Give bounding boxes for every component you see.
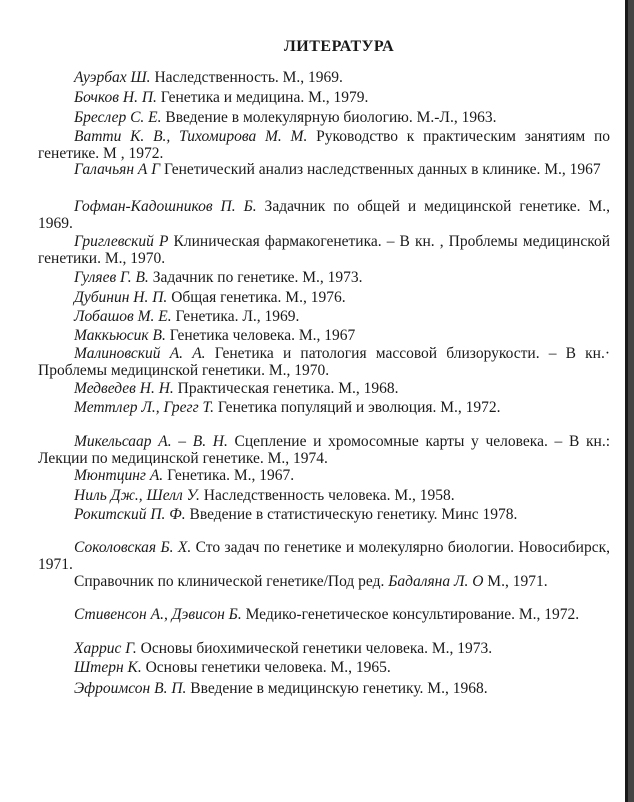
entry-text: Медико-генетическое консультирование. М., 1972. — [241, 606, 580, 623]
entry-author: Штерн К. — [74, 659, 142, 676]
entry-author: Дубинин Н. П. — [74, 289, 168, 306]
reference-entry — [38, 70, 610, 87]
entry-author: Лобашов М. Е. — [74, 308, 172, 325]
entry-text: Наследственность человека. М., 1958. — [199, 487, 455, 504]
entry-author: Микельсаар А. – В. Н. — [74, 433, 228, 450]
entry-text: Основы биохимической генетики человека. М., 1973. — [136, 640, 493, 657]
reference-entry — [38, 290, 610, 307]
entry-text: Руководство к практическим занятиям по генетике. М , 1972. — [38, 128, 610, 162]
entry-author: Бочков Н. П. — [74, 89, 157, 106]
reference-entry — [38, 400, 610, 417]
entry-author: Мюнтцинг А. — [74, 467, 164, 484]
reference-entry — [38, 90, 610, 107]
page-edge-shadow — [628, 0, 634, 802]
entry-author: Ауэрбах Ш. — [74, 69, 151, 86]
reference-entry — [38, 507, 610, 524]
reference-entry — [38, 641, 610, 658]
entry-author: Гуляев Г. В. — [74, 269, 149, 286]
entry-text: Задачник по генетике. М., 1973. — [148, 269, 363, 286]
entry-text: Сцепление и хромосомные карты у человека. – В кн.: Лекции по медицинской генетике. М., 1974. — [38, 433, 611, 467]
reference-entry — [38, 488, 610, 505]
entry-text: Генетика человека. М., 1967 — [165, 327, 356, 344]
entry-text: Генетика. М., 1967. — [163, 467, 295, 484]
entry-text: Генетика. Л., 1969. — [171, 308, 300, 325]
entry-text: Генетический анализ наследственных данных в клинике. М., 1967 — [160, 161, 601, 178]
entry-text: Сто задач по генетике и молекулярно биологии. Новосибирск, 1971. — [38, 539, 610, 573]
reference-entry — [38, 681, 610, 698]
reference-entry — [38, 660, 610, 677]
reference-entry — [38, 234, 610, 267]
entry-text: Генетика и медицина. М., 1979. — [156, 89, 369, 106]
entry-author: Ниль Дж., Шелл У. — [74, 487, 200, 504]
page-heading: ЛИТЕРАТУРА — [283, 38, 395, 55]
entry-text: Генетика популяций и эволюция. М., 1972. — [214, 399, 501, 416]
entry-author: Стивенсон А., Дэвисон Б. — [74, 606, 242, 623]
entry-text: Клиническая фармакогенетика. – В кн. , Проблемы медицинской генетики. М., 1970. — [38, 233, 610, 267]
entry-author: Харрис Г. — [74, 640, 137, 657]
reference-entry — [38, 346, 610, 379]
entry-author: Бадаляна Л. О — [388, 573, 484, 590]
entry-text: Общая генетика. М., 1976. — [167, 289, 346, 306]
entry-author: Эфроимсон В. П. — [74, 680, 187, 697]
entry-author: Гофман-Кадошников П. Б. — [74, 198, 257, 215]
entry-text: Генетика и патология массовой близорукости. – В кн.· Проблемы медицинской генетики. М., 1970. — [38, 345, 611, 379]
reference-entry — [38, 607, 610, 624]
reference-entry — [38, 309, 610, 326]
reference-entry — [38, 199, 610, 232]
entry-text: Справочник по клинической генетике/Под ред. — [74, 573, 389, 590]
entry-text: Наследственность. М., 1969. — [150, 69, 343, 86]
entry-author: Бреслер С. Е. — [74, 109, 162, 126]
entry-author: Малиновский А. А. — [74, 345, 206, 362]
entry-text-tail: М., 1971. — [483, 573, 548, 590]
entry-text: Введение в медицинскую генетику. М., 1968. — [186, 680, 488, 697]
reference-entry — [38, 381, 610, 398]
entry-author: Соколовская Б. Х. — [74, 539, 192, 556]
entry-text: Основы генетики человека. М., 1965. — [141, 659, 391, 676]
entry-author: Маккьюсик В. — [74, 327, 166, 344]
reference-entry — [38, 540, 610, 573]
entry-author: Григлевский Р — [74, 233, 169, 250]
entry-author: Меттлер Л., Грегг Т. — [74, 399, 215, 416]
entry-author: Галачьян А Г — [74, 161, 161, 178]
reference-entry — [38, 468, 610, 485]
entry-author: Рокитский П. Ф. — [74, 506, 186, 523]
reference-entry — [38, 270, 610, 287]
reference-entry — [38, 110, 610, 127]
entry-text: Практическая генетика. М., 1968. — [173, 380, 399, 397]
entry-author: Медведев Н. Н. — [74, 380, 174, 397]
reference-entry — [38, 434, 610, 467]
reference-entry — [38, 328, 610, 345]
entry-text: Введение в молекулярную биологию. М.-Л., 1963. — [161, 109, 497, 126]
reference-entry — [38, 574, 610, 591]
reference-entry — [38, 162, 610, 179]
entry-text: Введение в статистическую генетику. Минс 1978. — [185, 506, 518, 523]
entry-author: Ватти К. В., Тихомирова М. М. — [74, 128, 308, 145]
entry-text: Задачник по общей и медицинской генетике. М., 1969. — [38, 198, 611, 232]
reference-entry — [38, 129, 610, 162]
